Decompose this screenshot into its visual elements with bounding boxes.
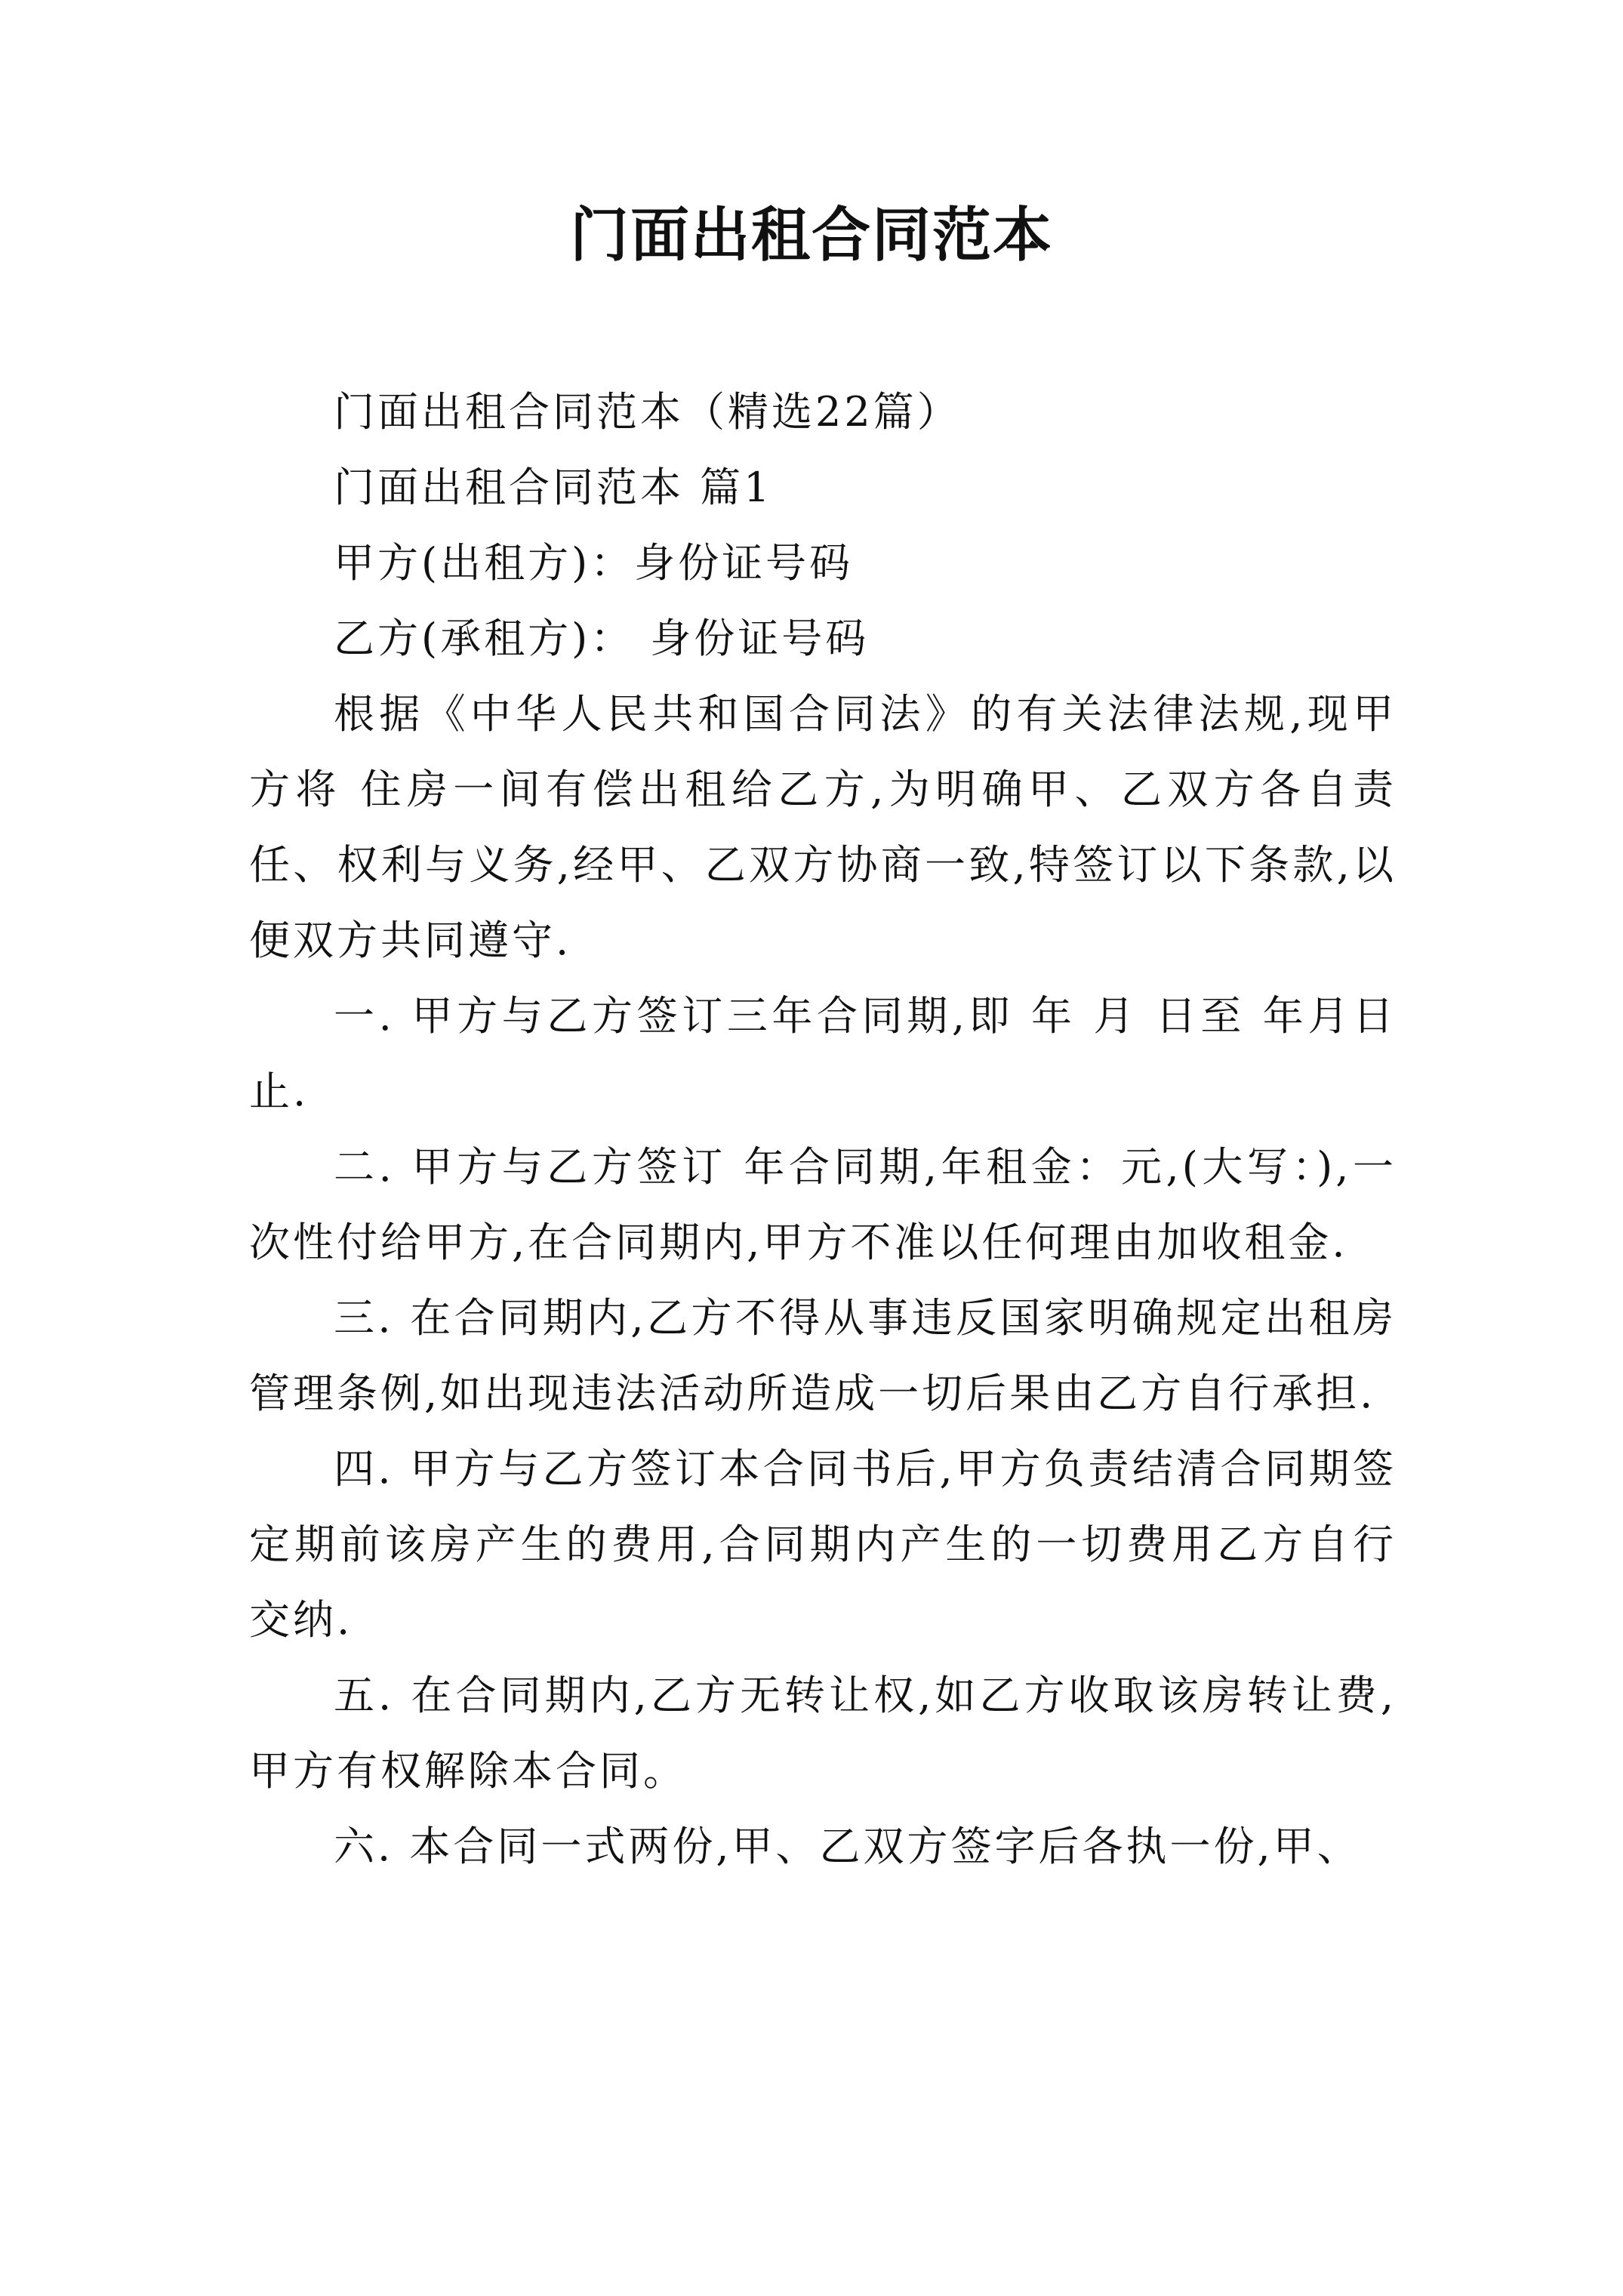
document-body bbox=[249, 374, 1397, 1885]
paragraph-clause-6: 六. 本合同一式两份,甲、乙双方签字后各执一份,甲、 bbox=[334, 1823, 1361, 1870]
paragraph-preamble: 根据《中华人民共和国合同法》的有关法律法规,现甲方将 住房一间有偿出租给乙方,为明确甲、乙双方各自责任、权利与义务,经甲、乙双方协商一致,特签订以下条款,以便双方共同遵守. bbox=[249, 690, 1397, 964]
document-title: 门面出租合同范本 bbox=[569, 201, 1053, 270]
paragraph-party-b: 乙方(承租方)： 身份证号码 bbox=[334, 615, 870, 662]
paragraph-clause-5: 五. 在合同期内,乙方无转让权,如乙方收取该房转让费,甲方有权解除本合同。 bbox=[249, 1672, 1397, 1795]
paragraph-section-heading: 门面出租合同范本 篇1 bbox=[334, 464, 773, 511]
paragraph-party-a: 甲方(出租方)：身份证号码 bbox=[334, 539, 854, 587]
paragraph-clause-2: 二. 甲方与乙方签订 年合同期,年租金：元,(大写：),一次性付给甲方,在合同期内,甲方不准以任何理由加收租金. bbox=[249, 1143, 1397, 1266]
paragraph-clause-4: 四. 甲方与乙方签订本合同书后,甲方负责结清合同期签定期前该房产生的费用,合同期内产生的一切费用乙方自行交纳. bbox=[249, 1445, 1397, 1644]
paragraph-subtitle: 门面出租合同范本（精选22篇） bbox=[334, 388, 961, 436]
paragraph-clause-3: 三. 在合同期内,乙方不得从事违反国家明确规定出租房管理条例,如出现违法活动所造成一切后果由乙方自行承担. bbox=[249, 1294, 1397, 1417]
paragraph-clause-1: 一. 甲方与乙方签订三年合同期,即 年 月 日至 年月日止. bbox=[249, 992, 1397, 1115]
